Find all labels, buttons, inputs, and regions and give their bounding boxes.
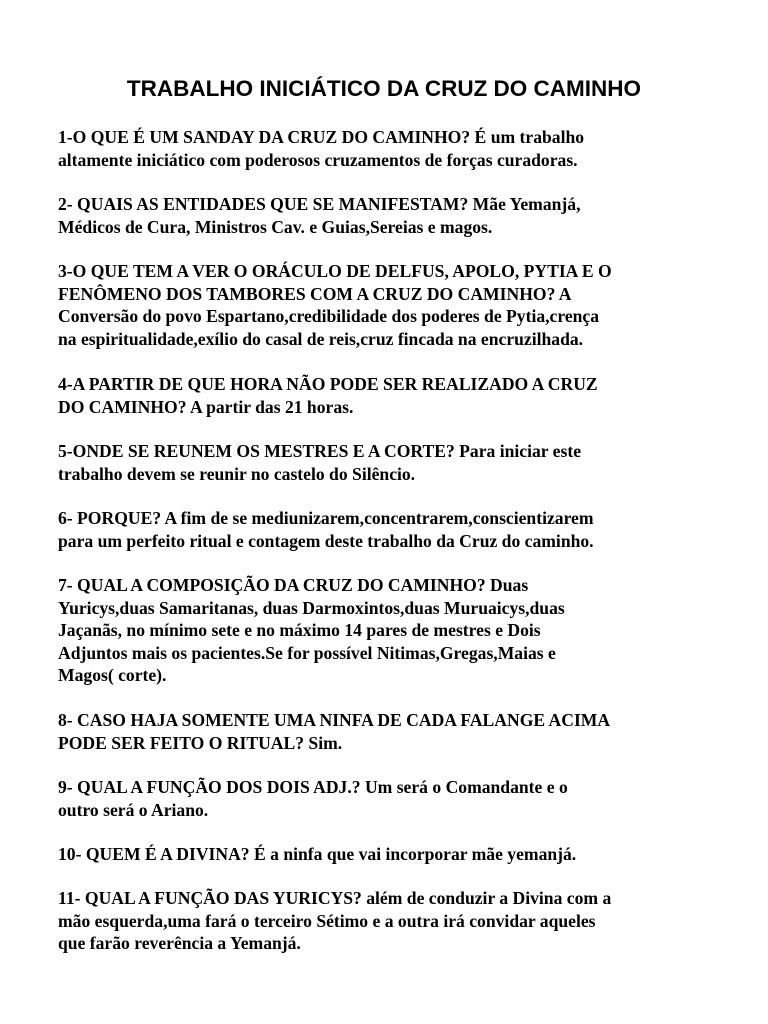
question-7-line-4: Adjuntos mais os pacientes.Se for possível Nitimas,Gregas,Maias e	[58, 642, 556, 663]
question-3-line-3: Conversão do povo Espartano,credibilidade dos poderes de Pytia,crença	[58, 306, 600, 327]
question-5-line-2: trabalho devem se reunir no castelo do Silêncio.	[58, 463, 416, 484]
question-3	[58, 260, 718, 350]
document-title: TRABALHO INICIÁTICO DA CRUZ DO CAMINHO	[126, 76, 642, 101]
question-8	[58, 709, 718, 754]
question-6	[58, 507, 718, 552]
question-11	[58, 887, 718, 955]
question-4	[58, 373, 718, 418]
question-10	[58, 843, 718, 866]
question-6-line-1: 6- PORQUE? A fim de se mediunizarem,concentrarem,conscientizarem	[58, 508, 594, 528]
question-10-line-1: 10- QUEM É A DIVINA? É a ninfa que vai incorporar mãe yemanjá.	[58, 844, 577, 864]
question-9-line-2: outro será o Ariano.	[58, 799, 209, 820]
question-2	[58, 193, 718, 238]
question-7	[58, 574, 718, 687]
question-9	[58, 776, 718, 821]
question-5-line-1: 5-ONDE SE REUNEM OS MESTRES E A CORTE? Para iniciar este	[58, 441, 582, 461]
question-8-line-1: 8- CASO HAJA SOMENTE UMA NINFA DE CADA FALANGE ACIMA	[58, 710, 611, 730]
question-4-line-1: 4-A PARTIR DE QUE HORA NÃO PODE SER REALIZADO A CRUZ	[58, 374, 598, 394]
question-2-line-2: Médicos de Cura, Ministros Cav. e Guias,Sereias e magos.	[58, 216, 493, 237]
question-3-line-2: FENÔMENO DOS TAMBORES COM A CRUZ DO CAMINHO? A	[58, 283, 572, 304]
question-1	[58, 126, 718, 171]
question-5	[58, 440, 718, 485]
question-3-line-1: 3-O QUE TEM A VER O ORÁCULO DE DELFUS, APOLO, PYTIA E O	[58, 261, 612, 281]
question-7-line-2: Yuricys,duas Samaritanas, duas Darmoxintos,duas Muruaicys,duas	[58, 597, 565, 618]
question-4-line-2: DO CAMINHO? A partir das 21 horas.	[58, 396, 354, 417]
question-1-line-1: 1-O QUE É UM SANDAY DA CRUZ DO CAMINHO? É um trabalho	[58, 127, 585, 147]
question-11-line-1: 11- QUAL A FUNÇÃO DAS YURICYS? além de conduzir a Divina com a	[58, 888, 612, 908]
question-7-line-1: 7- QUAL A COMPOSIÇÃO DA CRUZ DO CAMINHO? Duas	[58, 575, 529, 595]
question-2-line-1: 2- QUAIS AS ENTIDADES QUE SE MANIFESTAM? Mãe Yemanjá,	[58, 194, 581, 214]
question-6-line-2: para um perfeito ritual e contagem deste trabalho da Cruz do caminho.	[58, 530, 594, 551]
question-8-line-2: PODE SER FEITO O RITUAL? Sim.	[58, 732, 343, 753]
question-9-line-1: 9- QUAL A FUNÇÃO DOS DOIS ADJ.? Um será o Comandante e o	[58, 777, 568, 797]
question-11-line-3: que farão reverência a Yemanjá.	[58, 933, 301, 954]
question-3-line-4: na espiritualidade,exílio do casal de reis,cruz fincada na encruzilhada.	[58, 328, 584, 349]
question-1-line-2: altamente iniciático com poderosos cruzamentos de forças curadoras.	[58, 149, 578, 170]
question-7-line-5: Magos( corte).	[58, 665, 167, 686]
question-7-line-3: Jaçanãs, no mínimo sete e no máximo 14 pares de mestres e Dois	[58, 620, 541, 641]
question-11-line-2: mão esquerda,uma fará o terceiro Sétimo e a outra irá convidar aqueles	[58, 910, 596, 931]
